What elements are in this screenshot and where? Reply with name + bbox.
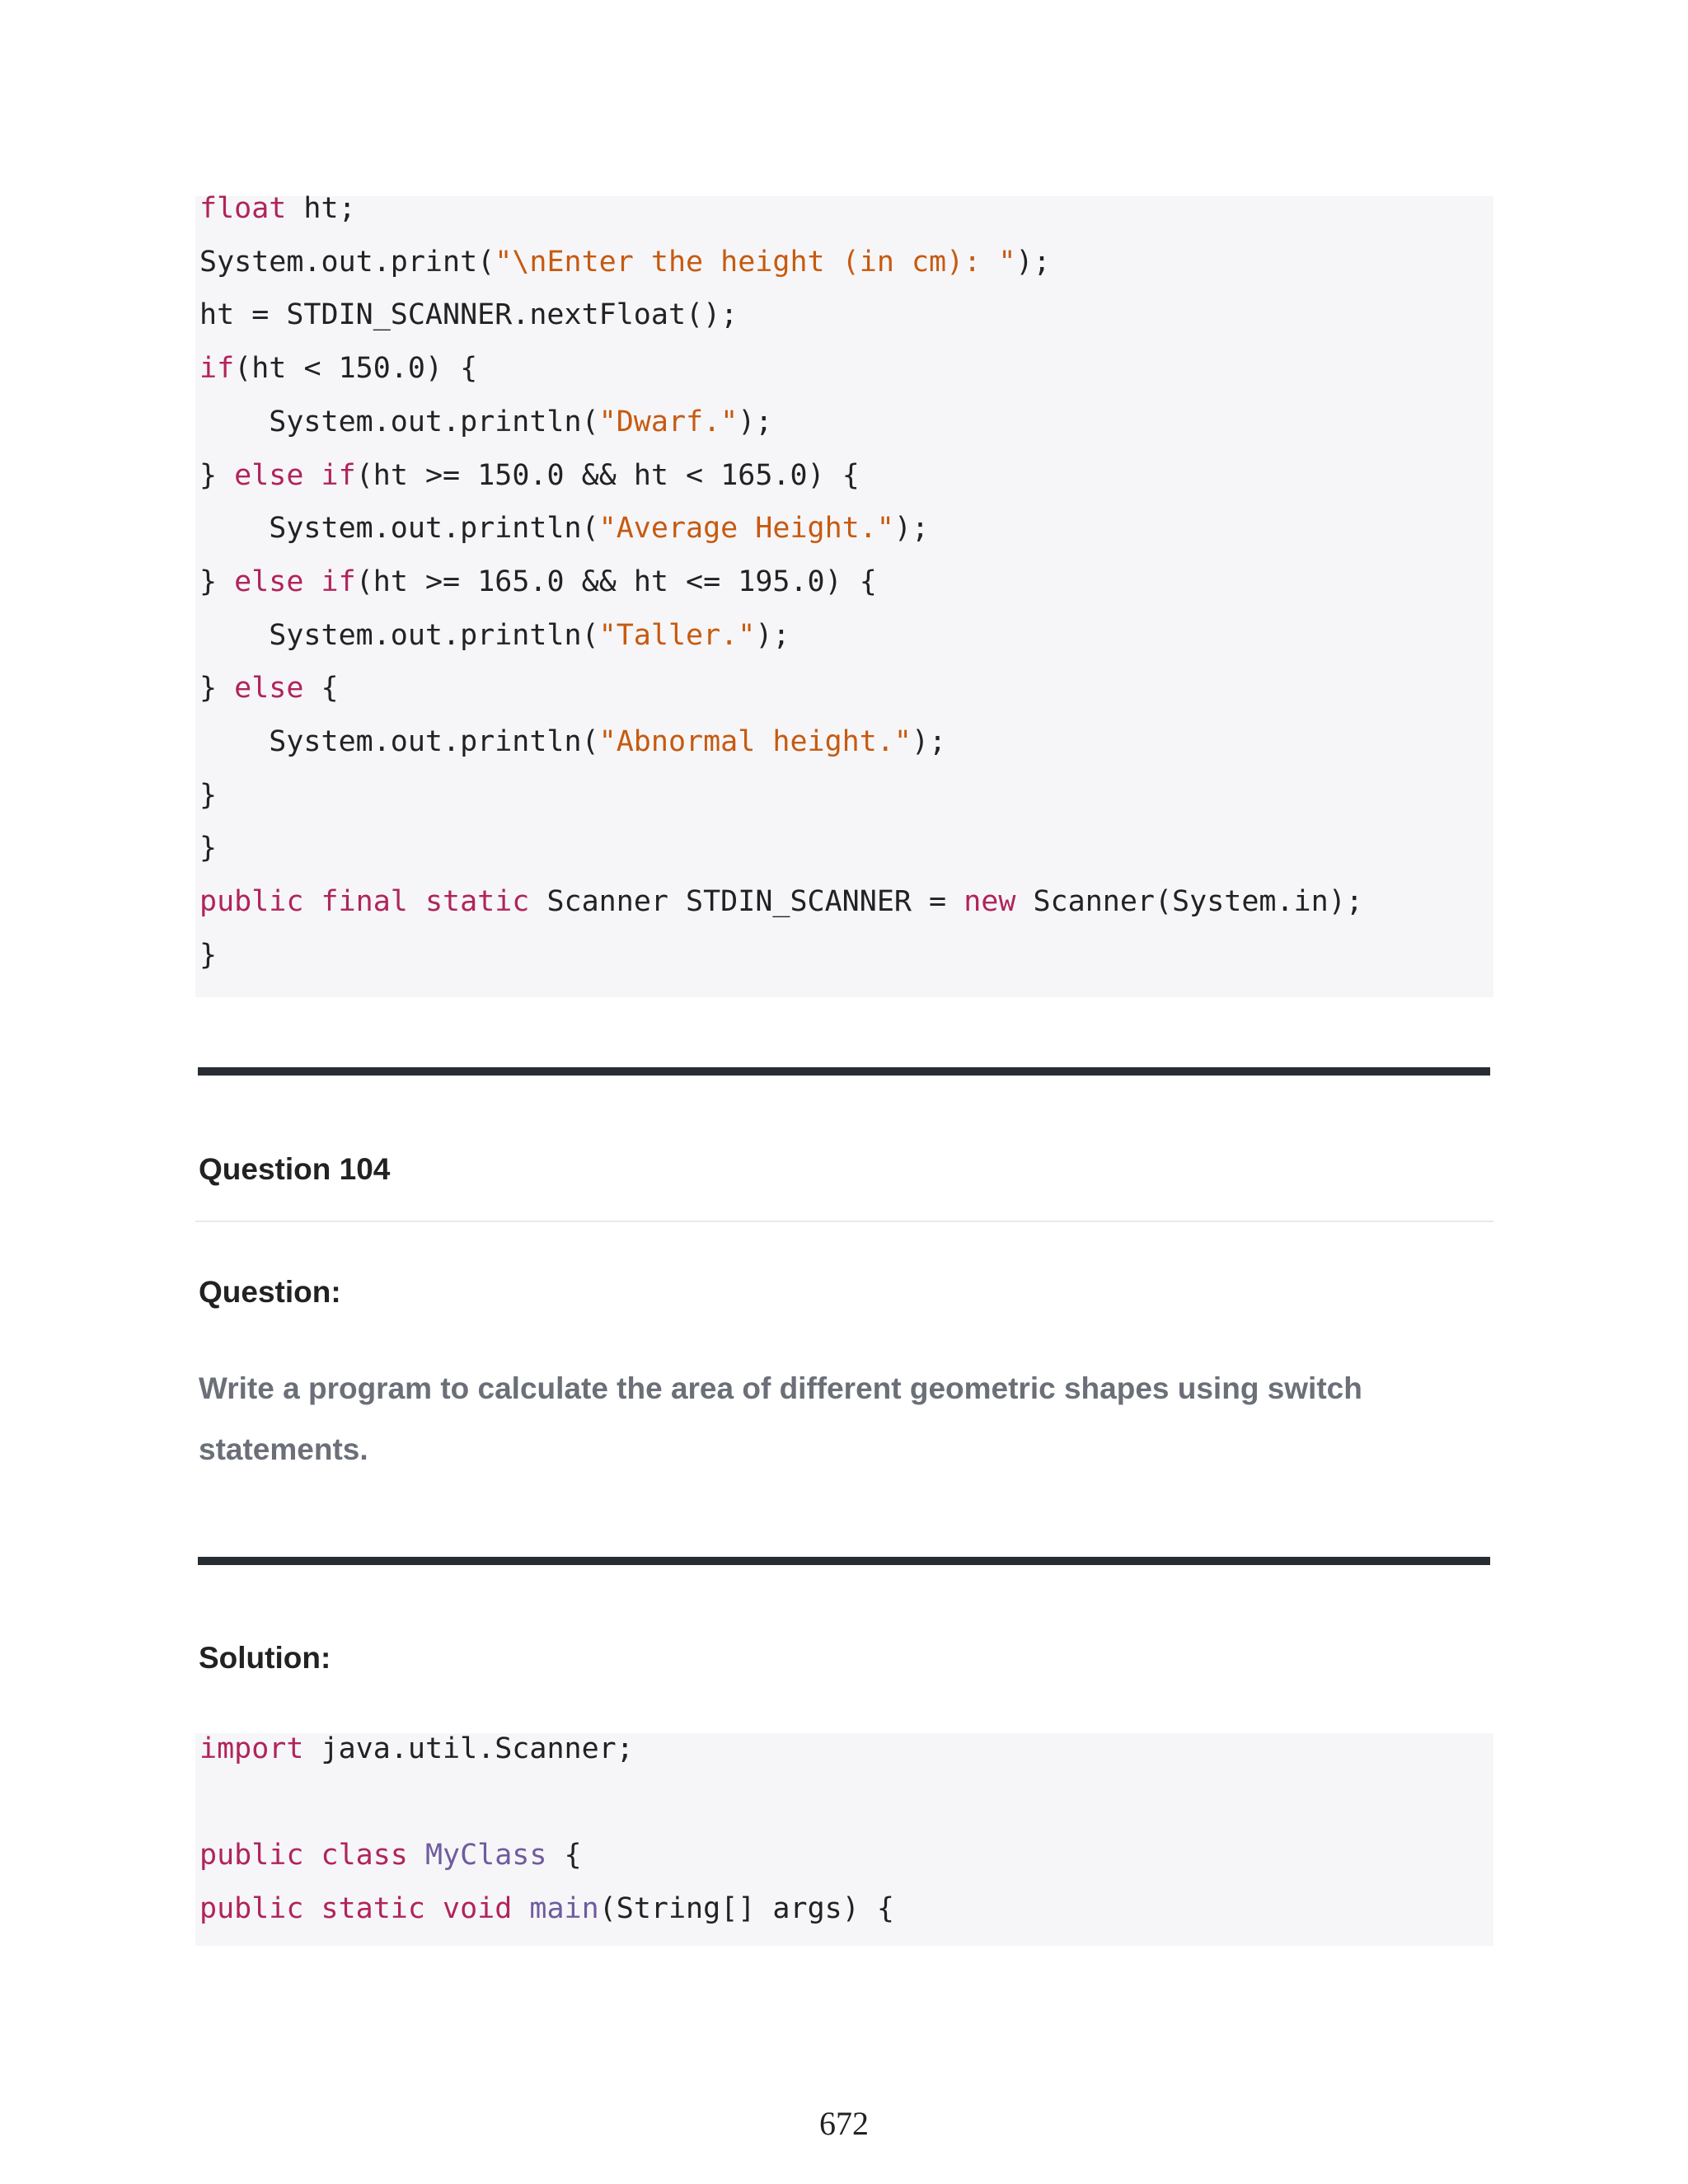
- code-line: [199, 555, 877, 608]
- code-text: Scanner(System.in);: [1015, 885, 1363, 919]
- code-line: [199, 396, 772, 448]
- code-line: [199, 662, 339, 715]
- code-string: "\nEnter the height (in cm): ": [495, 245, 1016, 279]
- code-text: [408, 1839, 425, 1872]
- code-identifier: main: [529, 1892, 599, 1926]
- code-text: {: [303, 672, 339, 705]
- code-keyword: static: [424, 885, 530, 919]
- code-line: [199, 715, 946, 768]
- code-keyword: void: [443, 1892, 513, 1926]
- code-keyword: float: [199, 192, 287, 225]
- code-text: java.util.Scanner;: [303, 1732, 634, 1765]
- code-text: );: [1015, 245, 1051, 279]
- question-number-heading: Question 104: [199, 1152, 391, 1186]
- code-text: }: [199, 458, 235, 492]
- code-text: System.out.println(: [199, 512, 599, 546]
- code-text: [512, 1892, 529, 1925]
- code-text: [303, 1839, 321, 1872]
- code-text: }: [199, 938, 218, 972]
- code-keyword: public: [199, 885, 304, 919]
- code-text: );: [738, 405, 773, 438]
- page-number: 672: [819, 2105, 869, 2142]
- code-text: {: [546, 1839, 582, 1872]
- code-line: [199, 609, 790, 662]
- code-text: System.out.print(: [199, 245, 495, 279]
- code-text: [303, 565, 321, 598]
- code-line: [199, 1829, 582, 1882]
- code-text: );: [911, 725, 947, 758]
- code-text: }: [199, 832, 218, 865]
- code-line: [199, 182, 356, 235]
- code-text: }: [199, 672, 235, 705]
- question-text: Write a program to calculate the area of different geometric shapes using switch statements.: [199, 1371, 1362, 1466]
- code-line: [199, 1882, 894, 1935]
- code-string: "Abnormal height.": [598, 725, 912, 758]
- code-line: [199, 875, 1363, 928]
- solution-label: Solution:: [199, 1641, 331, 1675]
- section-divider: [198, 1067, 1490, 1076]
- code-text: ht;: [286, 192, 356, 225]
- code-text: [425, 1892, 443, 1925]
- code-line: [199, 288, 738, 341]
- code-text: System.out.println(: [199, 618, 599, 652]
- code-keyword: new: [964, 885, 1016, 919]
- code-keyword: if: [199, 352, 235, 386]
- code-keyword: import: [199, 1732, 304, 1765]
- code-line: [199, 502, 929, 555]
- code-text: System.out.println(: [199, 405, 599, 438]
- code-line: [199, 822, 217, 874]
- code-text: (String[] args) {: [598, 1892, 894, 1926]
- code-keyword: else: [234, 565, 304, 598]
- code-line: [199, 929, 217, 982]
- code-line: [199, 1722, 634, 1775]
- code-text: );: [893, 512, 930, 546]
- code-text: [303, 885, 321, 918]
- code-string: "Average Height.": [598, 512, 894, 546]
- code-keyword: class: [321, 1839, 408, 1872]
- code-keyword: else: [234, 458, 304, 492]
- code-text: (ht >= 150.0 && ht < 165.0) {: [355, 458, 860, 492]
- code-text: System.out.println(: [199, 725, 599, 758]
- code-identifier: MyClass: [424, 1839, 547, 1872]
- code-block-solution: [195, 1733, 1493, 1946]
- code-keyword: public: [199, 1839, 304, 1872]
- code-keyword: if: [321, 458, 356, 492]
- code-text: [303, 1892, 321, 1925]
- heading-underline: [195, 1221, 1493, 1222]
- code-text: [408, 885, 425, 918]
- code-text: }: [199, 565, 235, 598]
- code-line: [199, 449, 860, 502]
- question-label: Question:: [199, 1275, 341, 1309]
- code-text: }: [199, 778, 218, 812]
- code-block-height-classifier: [195, 192, 1493, 997]
- code-text: (ht >= 165.0 && ht <= 195.0) {: [355, 565, 877, 598]
- code-text: ht = STDIN_SCANNER.nextFloat();: [199, 298, 738, 332]
- code-keyword: final: [321, 885, 408, 919]
- code-keyword: if: [321, 565, 356, 598]
- section-divider: [198, 1557, 1490, 1565]
- code-text: );: [755, 618, 790, 652]
- code-text: (ht < 150.0) {: [234, 352, 478, 386]
- code-line: [199, 769, 217, 822]
- code-keyword: public: [199, 1892, 304, 1926]
- code-string: "Taller.": [598, 618, 756, 652]
- code-keyword: else: [234, 672, 304, 705]
- code-text: [303, 459, 321, 492]
- code-text: Scanner STDIN_SCANNER =: [529, 885, 964, 919]
- code-string: "Dwarf.": [598, 405, 738, 438]
- code-line: [199, 236, 1051, 288]
- code-line: [199, 342, 477, 395]
- code-keyword: static: [321, 1892, 425, 1926]
